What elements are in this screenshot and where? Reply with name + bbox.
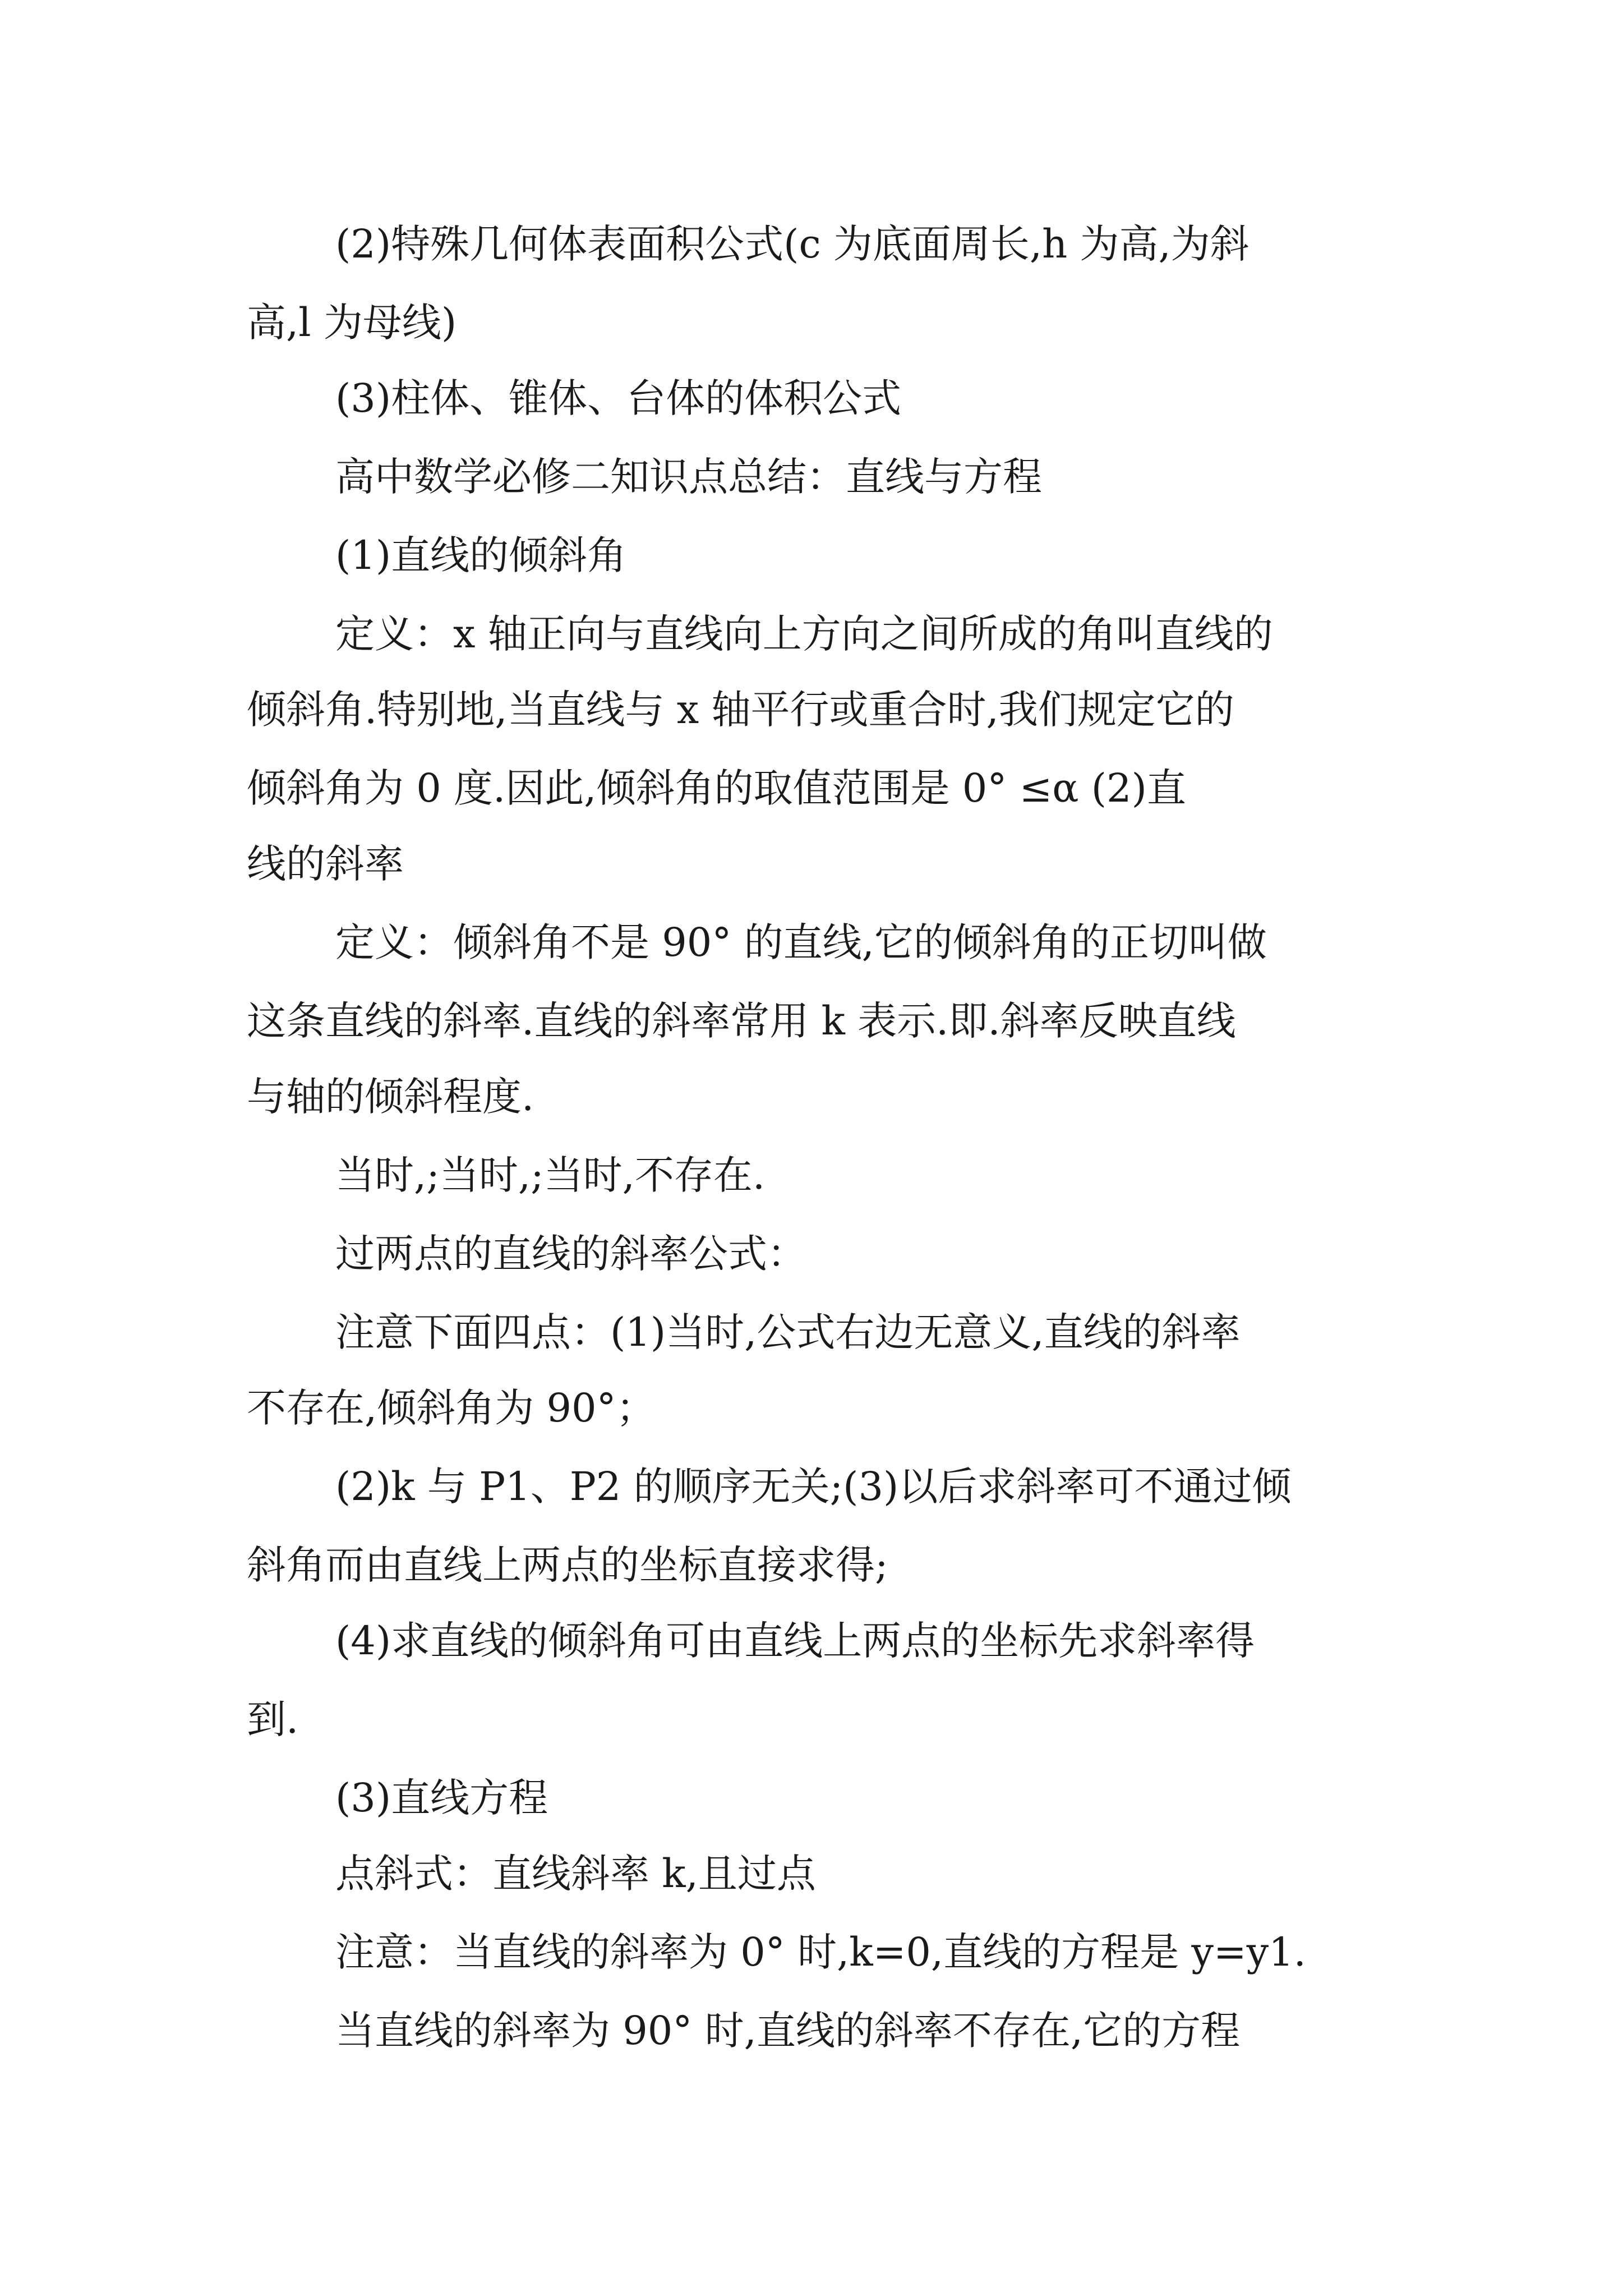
text-line: 定义：x 轴正向与直线向上方向之间所成的角叫直线的	[335, 611, 1273, 657]
text-line: 定义：倾斜角不是 90° 的直线,它的倾斜角的正切叫做	[335, 919, 1267, 965]
text-line: 高,l 为母线)	[247, 300, 457, 346]
text-line: 与轴的倾斜程度.	[247, 1074, 534, 1120]
text-line: 过两点的直线的斜率公式：	[335, 1231, 806, 1277]
text-line: 倾斜角.特别地,当直线与 x 轴平行或重合时,我们规定它的	[247, 687, 1234, 733]
text-line: (2)k 与 P1、P2 的顺序无关;(3)以后求斜率可不通过倾	[335, 1464, 1292, 1510]
subsection-heading: (1)直线的倾斜角	[335, 532, 627, 578]
text-line: 注意下面四点：(1)当时,公式右边无意义,直线的斜率	[335, 1309, 1241, 1355]
section-heading: 高中数学必修二知识点总结：直线与方程	[335, 454, 1042, 500]
text-line: 注意：当直线的斜率为 0° 时,k=0,直线的方程是 y=y1.	[335, 1929, 1306, 1975]
subsection-heading: (3)直线方程	[335, 1775, 548, 1821]
text-line: 线的斜率	[247, 841, 404, 887]
text-line: 到.	[247, 1696, 299, 1742]
text-line: 当直线的斜率为 90° 时,直线的斜率不存在,它的方程	[335, 2008, 1241, 2054]
text-line: 当时,;当时,;当时,不存在.	[335, 1152, 766, 1198]
text-line: 斜角而由直线上两点的坐标直接求得;	[247, 1542, 888, 1588]
text-line: 点斜式：直线斜率 k,且过点	[335, 1851, 816, 1897]
text-line: (4)求直线的倾斜角可由直线上两点的坐标先求斜率得	[335, 1618, 1255, 1664]
text-line: (3)柱体、锥体、台体的体积公式	[335, 375, 902, 421]
text-line: 这条直线的斜率.直线的斜率常用 k 表示.即.斜率反映直线	[247, 998, 1236, 1044]
text-line: (2)特殊几何体表面积公式(c 为底面周长,h 为高,为斜	[335, 221, 1249, 267]
text-line: 不存在,倾斜角为 90°；	[247, 1385, 656, 1431]
text-line: 倾斜角为 0 度.因此,倾斜角的取值范围是 0° ≤α (2)直	[247, 765, 1186, 811]
